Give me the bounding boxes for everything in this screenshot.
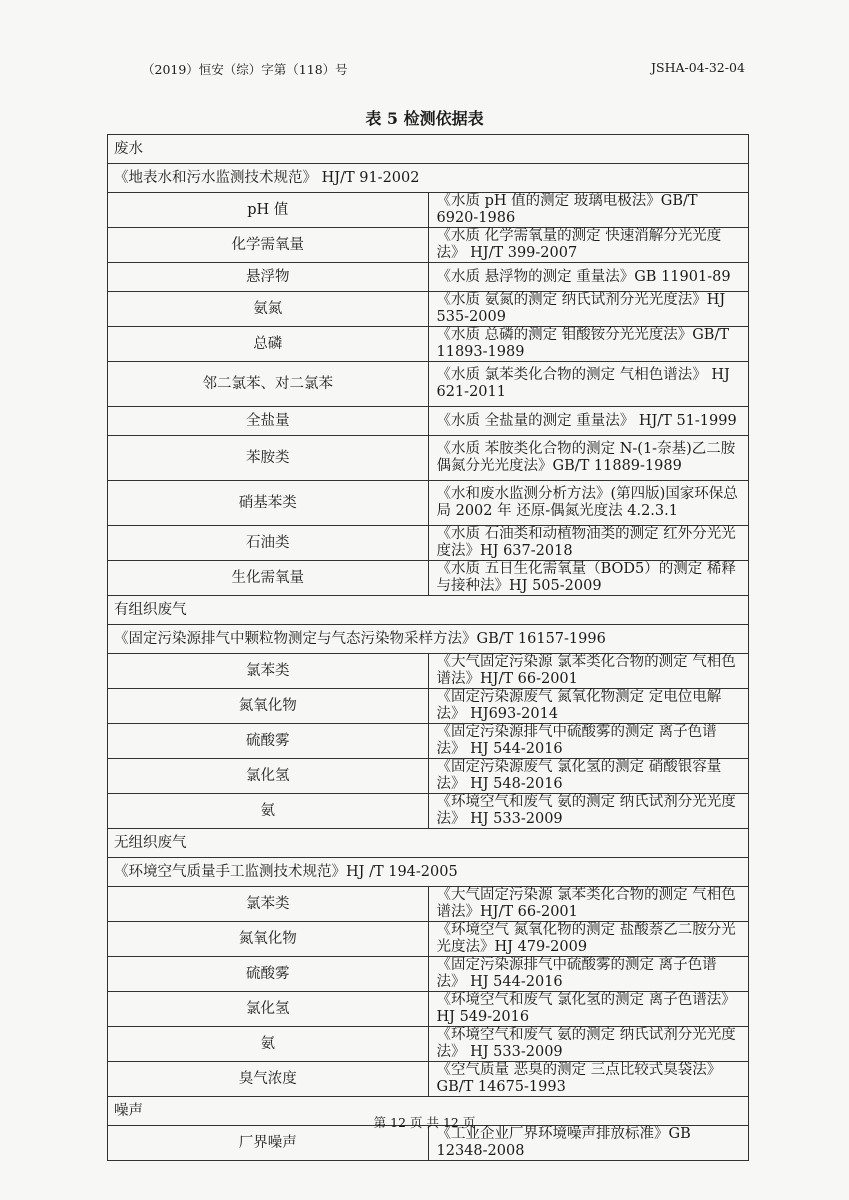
item-standard: 《环境空气和废气 氨的测定 纳氏试剂分光光度法》 HJ 533-2009 xyxy=(428,1027,749,1062)
table-row xyxy=(108,1027,749,1062)
document-code: JSHA-04-32-04 xyxy=(651,60,745,75)
item-name: 苯胺类 xyxy=(108,436,429,481)
item-name: 悬浮物 xyxy=(108,263,429,292)
item-name: 邻二氯苯、对二氯苯 xyxy=(108,362,429,407)
item-name: 氨 xyxy=(108,1027,429,1062)
table-row xyxy=(108,362,749,407)
item-name: 厂界噪声 xyxy=(108,1126,429,1161)
item-name: 化学需氧量 xyxy=(108,228,429,263)
item-name: 氨氮 xyxy=(108,292,429,327)
table-row xyxy=(108,957,749,992)
item-standard: 《水质 苯胺类化合物的测定 N-(1-奈基)乙二胺偶氮分光光度法》GB/T 11889-1989 xyxy=(428,436,749,481)
table-row xyxy=(108,327,749,362)
table-row xyxy=(108,436,749,481)
table-row xyxy=(108,689,749,724)
item-standard: 《固定污染源排气中硫酸雾的测定 离子色谱法》 HJ 544-2016 xyxy=(428,957,749,992)
table-row xyxy=(108,724,749,759)
table-row xyxy=(108,1062,749,1097)
item-standard: 《空气质量 恶臭的测定 三点比较式臭袋法》 GB/T 14675-1993 xyxy=(428,1062,749,1097)
table-row xyxy=(108,193,749,228)
table-row xyxy=(108,407,749,436)
table-row xyxy=(108,228,749,263)
item-standard: 《水质 总磷的测定 钼酸铵分光光度法》GB/T 11893-1989 xyxy=(428,327,749,362)
item-name: 石油类 xyxy=(108,526,429,561)
item-standard: 《大气固定污染源 氯苯类化合物的测定 气相色谱法》HJ/T 66-2001 xyxy=(428,654,749,689)
table-row xyxy=(108,759,749,794)
section-general-standard: 《固定污染源排气中颗粒物测定与气态污染物采样方法》GB/T 16157-1996 xyxy=(108,625,749,654)
item-name: 硝基苯类 xyxy=(108,481,429,526)
section-title: 无组织废气 xyxy=(108,829,749,858)
item-standard: 《水质 五日生化需氧量（BOD5）的测定 稀释与接种法》HJ 505-2009 xyxy=(428,561,749,596)
item-standard: 《大气固定污染源 氯苯类化合物的测定 气相色谱法》HJ/T 66-2001 xyxy=(428,887,749,922)
table-row xyxy=(108,481,749,526)
section-title: 噪声 xyxy=(108,1097,749,1126)
item-name: 总磷 xyxy=(108,327,429,362)
item-standard: 《水质 氨氮的测定 纳氏试剂分光光度法》HJ 535-2009 xyxy=(428,292,749,327)
table-row xyxy=(108,922,749,957)
item-name: 全盐量 xyxy=(108,407,429,436)
table-title: 表 5 检测依据表 xyxy=(365,109,484,128)
item-name: 臭气浓度 xyxy=(108,1062,429,1097)
item-name: 氨 xyxy=(108,794,429,829)
page-number: 第 12 页 共 12 页 xyxy=(373,1115,476,1130)
item-standard: 《固定污染源排气中硫酸雾的测定 离子色谱法》 HJ 544-2016 xyxy=(428,724,749,759)
section-title: 有组织废气 xyxy=(108,596,749,625)
table-row xyxy=(108,992,749,1027)
table-row xyxy=(108,526,749,561)
item-name: 氯苯类 xyxy=(108,887,429,922)
item-name: pH 值 xyxy=(108,193,429,228)
table-row xyxy=(108,794,749,829)
table-row xyxy=(108,887,749,922)
table-row xyxy=(108,263,749,292)
item-standard: 《水质 悬浮物的测定 重量法》GB 11901-89 xyxy=(428,263,749,292)
item-name: 氮氧化物 xyxy=(108,689,429,724)
test-basis-table xyxy=(107,134,749,1161)
item-name: 氯化氢 xyxy=(108,759,429,794)
document-number: （2019）恒安（综）字第（118）号 xyxy=(142,62,348,77)
item-standard: 《水质 化学需氧量的测定 快速消解分光光度法》 HJ/T 399-2007 xyxy=(428,228,749,263)
section-general-standard: 《环境空气质量手工监测技术规范》HJ /T 194-2005 xyxy=(108,858,749,887)
item-standard: 《水和废水监测分析方法》(第四版)国家环保总局 2002 年 还原-偶氮光度法 4.2.3.1 xyxy=(428,481,749,526)
item-name: 硫酸雾 xyxy=(108,724,429,759)
section-title: 废水 xyxy=(108,135,749,164)
item-name: 氯苯类 xyxy=(108,654,429,689)
item-standard: 《工业企业厂界环境噪声排放标准》GB 12348-2008 xyxy=(428,1126,749,1161)
item-name: 生化需氧量 xyxy=(108,561,429,596)
item-name: 氮氧化物 xyxy=(108,922,429,957)
item-standard: 《环境空气和废气 氯化氢的测定 离子色谱法》 HJ 549-2016 xyxy=(428,992,749,1027)
table-row xyxy=(108,561,749,596)
table-row xyxy=(108,654,749,689)
item-name: 硫酸雾 xyxy=(108,957,429,992)
item-standard: 《水质 全盐量的测定 重量法》 HJ/T 51-1999 xyxy=(428,407,749,436)
item-standard: 《水质 氯苯类化合物的测定 气相色谱法》 HJ 621-2011 xyxy=(428,362,749,407)
item-standard: 《固定污染源废气 氯化氢的测定 硝酸银容量法》 HJ 548-2016 xyxy=(428,759,749,794)
item-name: 氯化氢 xyxy=(108,992,429,1027)
item-standard: 《水质 石油类和动植物油类的测定 红外分光光度法》HJ 637-2018 xyxy=(428,526,749,561)
item-standard: 《环境空气和废气 氨的测定 纳氏试剂分光光度法》 HJ 533-2009 xyxy=(428,794,749,829)
table-row xyxy=(108,292,749,327)
item-standard: 《水质 pH 值的测定 玻璃电极法》GB/T 6920-1986 xyxy=(428,193,749,228)
item-standard: 《固定污染源废气 氮氧化物测定 定电位电解法》 HJ693-2014 xyxy=(428,689,749,724)
section-general-standard: 《地表水和污水监测技术规范》 HJ/T 91-2002 xyxy=(108,164,749,193)
item-standard: 《环境空气 氮氧化物的测定 盐酸萘乙二胺分光光度法》HJ 479-2009 xyxy=(428,922,749,957)
